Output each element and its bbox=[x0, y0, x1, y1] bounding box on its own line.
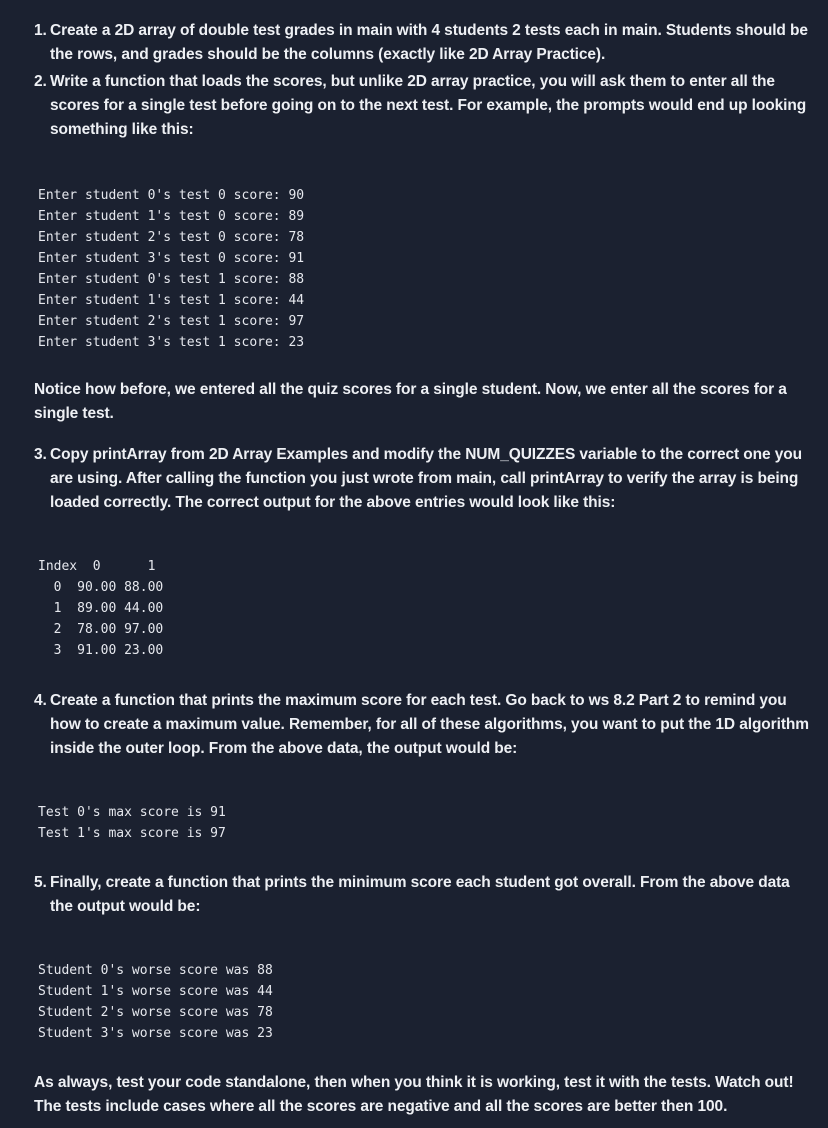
item-number: 5. bbox=[34, 874, 47, 891]
min-score-output bbox=[38, 960, 273, 1044]
code-line: Enter student 2's test 1 score: 97 bbox=[38, 314, 305, 329]
print-array-output bbox=[38, 556, 163, 661]
code-line: Student 0's worse score was 88 bbox=[38, 963, 273, 978]
code-line: Student 1's worse score was 44 bbox=[38, 984, 273, 999]
code-line: Enter student 3's test 1 score: 23 bbox=[38, 335, 305, 350]
item-number: 4. bbox=[34, 692, 47, 709]
max-score-output bbox=[38, 802, 226, 844]
item-number: 1. bbox=[34, 22, 47, 39]
item-text: Write a function that loads the scores, but unlike 2D array practice, you will ask them to enter all the scores for a single test before going on to the next test. For example, the prompts would end up looking something like this: bbox=[50, 73, 807, 138]
code-line: Enter student 3's test 0 score: 91 bbox=[38, 251, 305, 266]
prompt-output-block bbox=[38, 185, 304, 353]
code-line: 0 90.00 88.00 bbox=[38, 580, 164, 595]
code-line: Enter student 1's test 1 score: 44 bbox=[38, 293, 305, 308]
code-line: Enter student 2's test 0 score: 78 bbox=[38, 230, 305, 245]
code-line: Enter student 1's test 0 score: 89 bbox=[38, 209, 305, 224]
code-line: 1 89.00 44.00 bbox=[38, 601, 164, 616]
code-line: Student 2's worse score was 78 bbox=[38, 1005, 273, 1020]
item-number: 3. bbox=[34, 446, 47, 463]
code-line: Test 0's max score is 91 bbox=[38, 805, 226, 820]
code-line: Enter student 0's test 1 score: 88 bbox=[38, 272, 305, 287]
code-line: 3 91.00 23.00 bbox=[38, 643, 164, 658]
closing-paragraph: As always, test your code standalone, then when you think it is working, test it with the tests. Watch out! The tests include cases where all the scores are negative and all the scores are better then 100. bbox=[34, 1074, 794, 1115]
instruction-item-2 bbox=[34, 70, 810, 142]
item-text: Copy printArray from 2D Array Examples and modify the NUM_QUIZZES variable to the correct one you are using. After calling the function you just wrote from main, call printArray to verify the array is being loaded correctly. The correct output for the above entries would look like this: bbox=[50, 446, 802, 511]
instruction-item-4 bbox=[34, 689, 810, 761]
notice-paragraph: Notice how before, we entered all the quiz scores for a single student. Now, we enter all the scores for a single test. bbox=[34, 381, 787, 422]
instruction-item-5 bbox=[34, 871, 810, 919]
code-line: Index 0 1 bbox=[38, 559, 156, 574]
code-line: Student 3's worse score was 23 bbox=[38, 1026, 273, 1041]
code-line: Enter student 0's test 0 score: 90 bbox=[38, 188, 305, 203]
item-text: Create a 2D array of double test grades in main with 4 students 2 tests each in main. Students should be the rows, and grades should be the columns (exactly like 2D Array Practice). bbox=[50, 22, 808, 63]
code-line: 2 78.00 97.00 bbox=[38, 622, 164, 637]
item-number: 2. bbox=[34, 73, 47, 90]
item-text: Finally, create a function that prints the minimum score each student got overall. From the above data the output would be: bbox=[50, 874, 790, 915]
item-text: Create a function that prints the maximum score for each test. Go back to ws 8.2 Part 2 to remind you how to create a maximum value. Remember, for all of these algorithms, you want to put the 1D algorithm inside the outer loop. From the above data, the output would be: bbox=[50, 692, 809, 757]
instruction-item-3 bbox=[34, 443, 810, 515]
instruction-item-1 bbox=[34, 19, 810, 67]
code-line: Test 1's max score is 97 bbox=[38, 826, 226, 841]
